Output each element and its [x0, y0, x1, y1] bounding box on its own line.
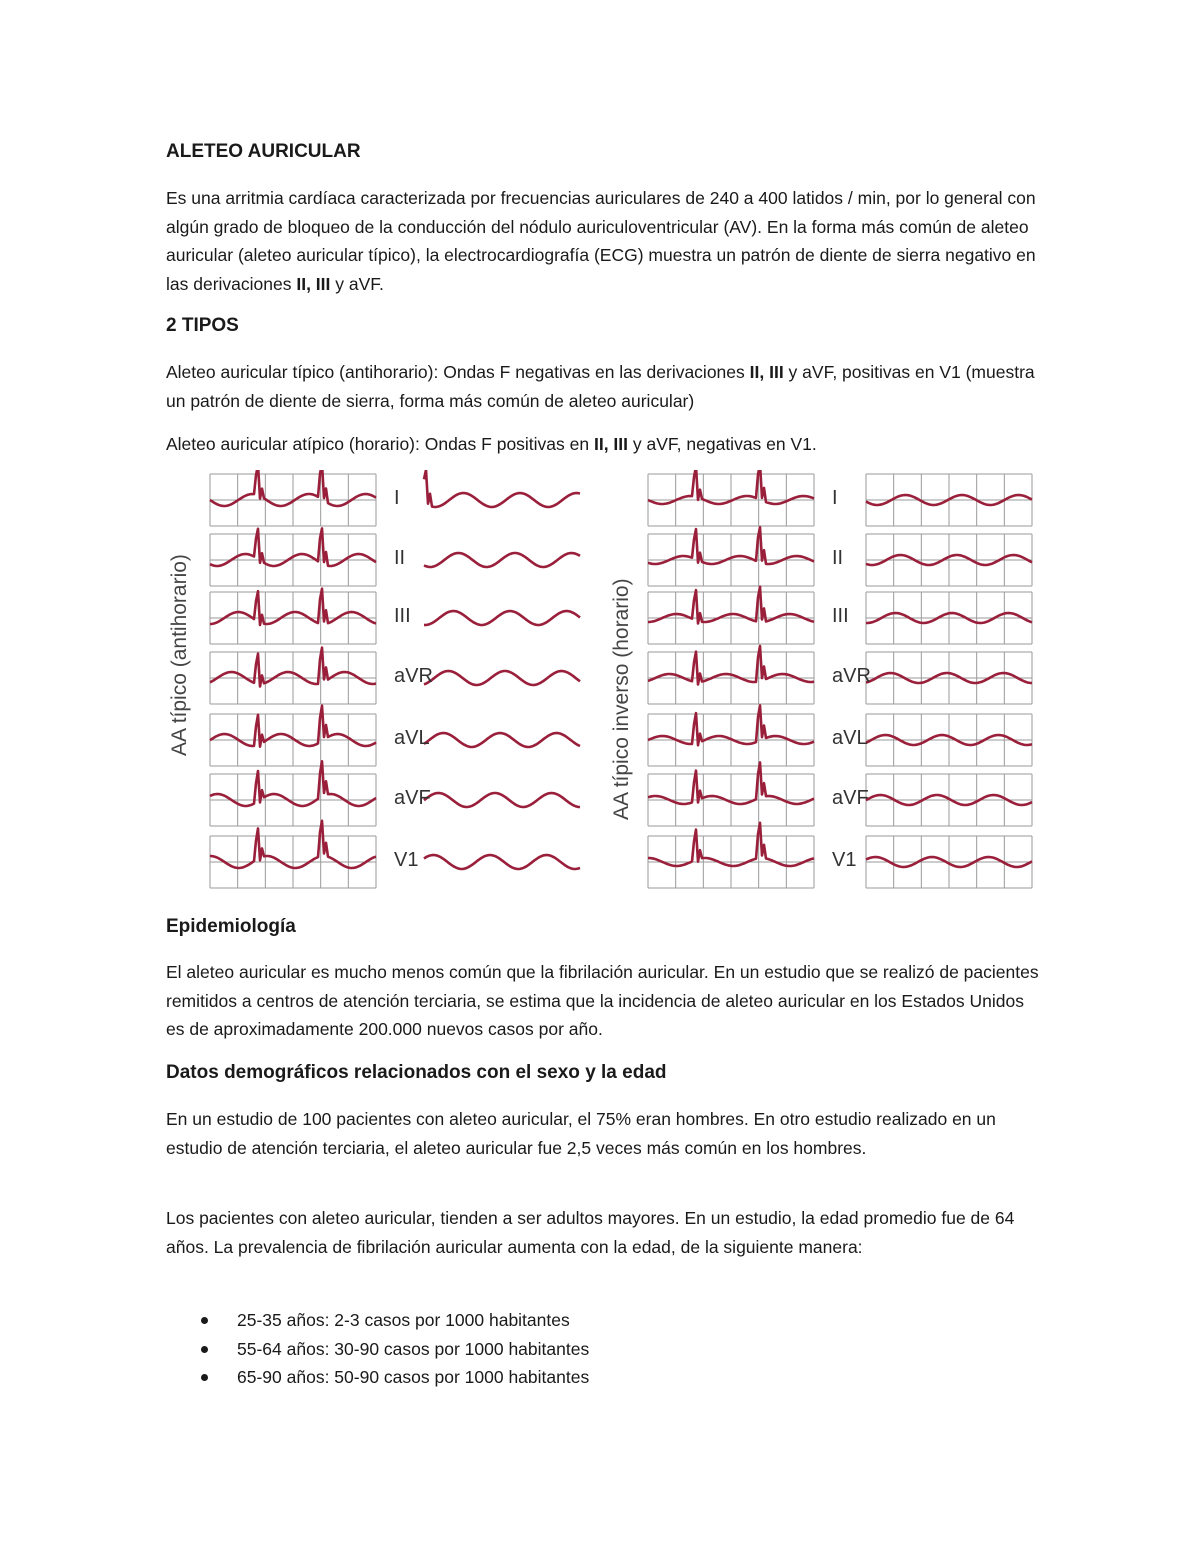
- atipico-text: Aleteo auricular atípico (horario): Ondas F positivas en: [166, 434, 594, 454]
- ecg-grid: [210, 774, 376, 826]
- list-item: [166, 1335, 589, 1364]
- lead-label: aVL: [832, 727, 868, 749]
- document-title: ALETEO AURICULAR: [166, 141, 361, 162]
- list-item-text: 25-35 años: 2-3 casos por 1000 habitantes: [237, 1310, 570, 1330]
- bullet-icon: [201, 1317, 208, 1324]
- ecg-grid: [648, 592, 814, 644]
- ecg-figure: [166, 470, 1046, 902]
- ecg-trace: [424, 855, 580, 869]
- intro-text-end: y aVF.: [330, 273, 384, 294]
- ecg-trace: [424, 793, 580, 807]
- bullet-icon: [201, 1374, 208, 1381]
- right-panel-label: AA típico inverso (horario): [610, 578, 633, 820]
- tipico-text: Aleteo auricular típico (antihorario): Ondas F negativas en las derivaciones: [166, 362, 750, 382]
- lead-label: I: [394, 487, 400, 509]
- list-item: [166, 1306, 589, 1335]
- ecg-grid: [866, 652, 1032, 704]
- tipos-heading: 2 TIPOS: [166, 315, 239, 336]
- tipico-text-end: y aVF, positivas en V1 (muestra un patrón de diente de sierra, forma más común de aleteo auricular): [166, 362, 1035, 411]
- ecg-grid: [866, 534, 1032, 586]
- ecg-grid: [648, 836, 814, 888]
- lead-label: aVF: [832, 787, 869, 809]
- list-item-text: 55-64 años: 30-90 casos por 1000 habitantes: [237, 1338, 590, 1359]
- epidemiologia-paragraph: El aleteo auricular es mucho menos común que la fibrilación auricular. En un estudio que se realizó de pacientes remitidos a centros de atención terciaria, se estima que la incidencia de aleteo auricular en los Estados Unidos es de aproximadamente 200.000 nuevos casos por año.: [166, 962, 1039, 1039]
- demografia-paragraph-1: En un estudio de 100 pacientes con aleteo auricular, el 75% eran hombres. En otro estudio realizado en un estudio de atención terciaria, el aleteo auricular fue 2,5 veces más común en los hombres.: [166, 1109, 996, 1158]
- ecg-grid: [210, 534, 376, 586]
- ecg-grid: [210, 836, 376, 888]
- atipico-text-end: y aVF, negativas en V1.: [628, 434, 817, 454]
- ecg-trace: [424, 611, 580, 625]
- intro-text: Es una arritmia cardíaca caracterizada por frecuencias auriculares de 240 a 400 latidos / min, por lo general con algún grado de bloqueo de la conducción del nódulo auriculoventricular (AV). En la forma más común de aleteo auricular (aleteo auricular típico), la electrocardiografía (ECG) muestra un patrón de diente de sierra negativo en las derivaciones: [166, 188, 1036, 294]
- demografia-heading: Datos demográficos relacionados con el sexo y la edad: [166, 1062, 667, 1083]
- lead-label: aVF: [394, 787, 431, 809]
- intro-bold-leads: II, III: [296, 273, 331, 294]
- atipico-bold-leads: II, III: [593, 434, 629, 454]
- lead-label: V1: [832, 849, 857, 871]
- ecg-grid: [210, 652, 376, 704]
- ecg-trace: [424, 733, 580, 747]
- ecg-trace: [424, 470, 580, 507]
- ecg-grid: [866, 714, 1032, 766]
- ecg-trace: [424, 671, 580, 685]
- lead-label: aVR: [394, 665, 433, 687]
- ecg-trace: [424, 553, 580, 567]
- lead-label: II: [394, 547, 406, 569]
- lead-label: aVL: [394, 727, 430, 749]
- ecg-grid: [210, 592, 376, 644]
- ecg-grid: [648, 774, 814, 826]
- lead-label: II: [832, 547, 844, 569]
- tipico-paragraph: [166, 358, 1046, 415]
- lead-label: III: [832, 605, 849, 627]
- left-panel-label: AA típico (antihorario): [168, 554, 191, 756]
- lead-label: aVR: [832, 665, 871, 687]
- bullet-icon: [201, 1346, 208, 1353]
- epidemiologia-heading: Epidemiología: [166, 916, 296, 937]
- age-prevalence-list: [166, 1306, 589, 1392]
- intro-paragraph: [166, 184, 1046, 298]
- lead-label: V1: [394, 849, 419, 871]
- tipico-bold-leads: II, III: [749, 362, 784, 382]
- lead-label: III: [394, 605, 411, 627]
- ecg-grid: [648, 534, 814, 586]
- atipico-paragraph: [166, 430, 817, 459]
- demografia-paragraph-2: Los pacientes con aleteo auricular, tienden a ser adultos mayores. En un estudio, la edad promedio fue de 64 años. La prevalencia de fibrilación auricular aumenta con la edad, de la siguiente manera:: [166, 1208, 1015, 1257]
- ecg-grid: [648, 652, 814, 704]
- lead-label: I: [832, 487, 838, 509]
- list-item-text: 65-90 años: 50-90 casos por 1000 habitantes: [237, 1367, 590, 1387]
- list-item: [166, 1363, 589, 1392]
- ecg-grid: [866, 592, 1032, 644]
